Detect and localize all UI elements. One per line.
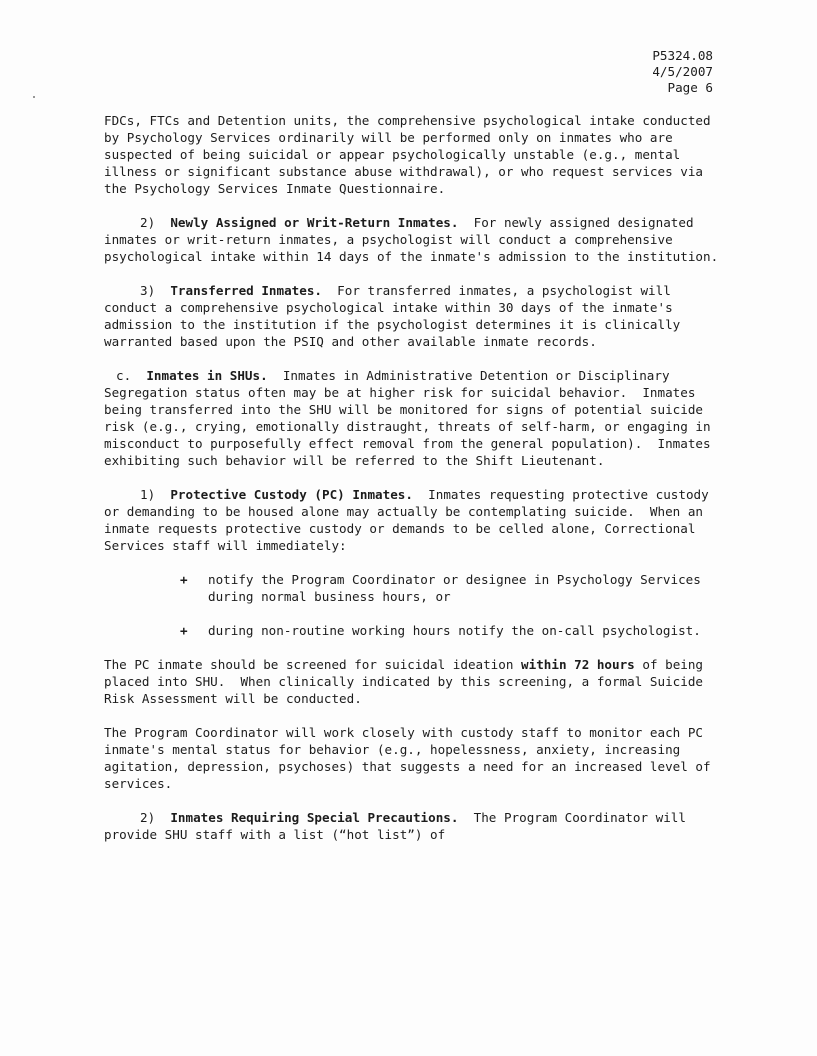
item-heading: Inmates Requiring Special Precautions. — [170, 810, 459, 825]
item-heading: Newly Assigned or Writ-Return Inmates. — [170, 215, 459, 230]
section-letter: c. — [116, 368, 132, 383]
list-item — [104, 622, 726, 639]
scan-speck — [33, 96, 35, 98]
paragraph-program-coordinator: The Program Coordinator will work closely with custody staff to monitor each PC inmate's mental status for behavior (e.g., hopelessness, anxiety, increasing agitation, depression, psychoses) that suggests a need for an increased level of services. — [104, 725, 719, 791]
paragraph-fdc-intake: FDCs, FTCs and Detention units, the comprehensive psychological intake conducted by Psychology Services ordinarily will be performed only on inmates who are suspected of being suicidal or appear psychologically unstable (e.g., mental illness or significant substance abuse withdrawal), or who request services via the Psychology Services Inmate Questionnaire. — [104, 113, 719, 196]
paragraph-protective-custody — [104, 486, 726, 554]
item-number: 1) — [140, 487, 156, 502]
text-run: The PC inmate should be screened for suicidal ideation — [104, 657, 514, 672]
list-item-text: during non-routine working hours notify the on-call psychologist. — [208, 623, 701, 638]
text-run: of being placed into SHU. When clinically indicated by this screening, a formal Suicide Risk Assessment will be conducted. — [104, 657, 711, 706]
page-header — [652, 48, 713, 96]
section-text: Inmates in Administrative Detention or Disciplinary Segregation status often may be at higher risk for suicidal behavior. Inmates being transferred into the SHU will be monitored for signs of potential suicide risk (e.g., crying, emotionally distraught, threats of self-harm, or engaging in misconduct to purposefully effect removal from the general population). Inmates exhibiting such behavior will be referred to the Shift Lieutenant. — [104, 368, 719, 468]
item-text: Inmates requesting protective custody or demanding to be housed alone may actually be contemplating suicide. When an inmate requests protective custody or demands to be celled alone, Correctional Services staff will immediately: — [104, 487, 717, 553]
item-number: 2) — [140, 215, 156, 230]
notification-list — [104, 571, 726, 639]
plus-bullet-icon: + — [180, 572, 188, 587]
section-heading: Inmates in SHUs. — [146, 368, 268, 383]
list-item — [104, 571, 726, 605]
emphasis-deadline: within 72 hours — [521, 657, 635, 672]
item-text: For newly assigned designated inmates or writ-return inmates, a psychologist will conduct a comprehensive psychological intake within 14 days of the inmate's admission to the institution. — [104, 215, 719, 264]
item-text: For transferred inmates, a psychologist will conduct a comprehensive psychological intake within 30 days of the inmate's admission to the institution if the psychologist determines it is clinically warranted based upon the PSIQ and other available inmate records. — [104, 283, 688, 349]
paragraph-special-precautions — [104, 809, 726, 843]
item-heading: Protective Custody (PC) Inmates. — [170, 487, 413, 502]
item-heading: Transferred Inmates. — [170, 283, 322, 298]
document-date: 4/5/2007 — [652, 64, 713, 79]
document-number: P5324.08 — [652, 48, 713, 63]
item-text: The Program Coordinator will provide SHU staff with a list (“hot list”) of — [104, 810, 694, 842]
paragraph-newly-assigned — [104, 214, 726, 265]
paragraph-transferred — [104, 282, 726, 350]
item-number: 2) — [140, 810, 156, 825]
page-number: Page 6 — [667, 80, 713, 95]
list-item-text: notify the Program Coordinator or designee in Psychology Services during normal business hours, or — [208, 572, 701, 604]
paragraph-inmates-in-shus — [104, 367, 726, 469]
plus-bullet-icon: + — [180, 623, 188, 638]
item-number: 3) — [140, 283, 156, 298]
document-body — [104, 112, 726, 860]
paragraph-pc-screening — [104, 656, 726, 707]
